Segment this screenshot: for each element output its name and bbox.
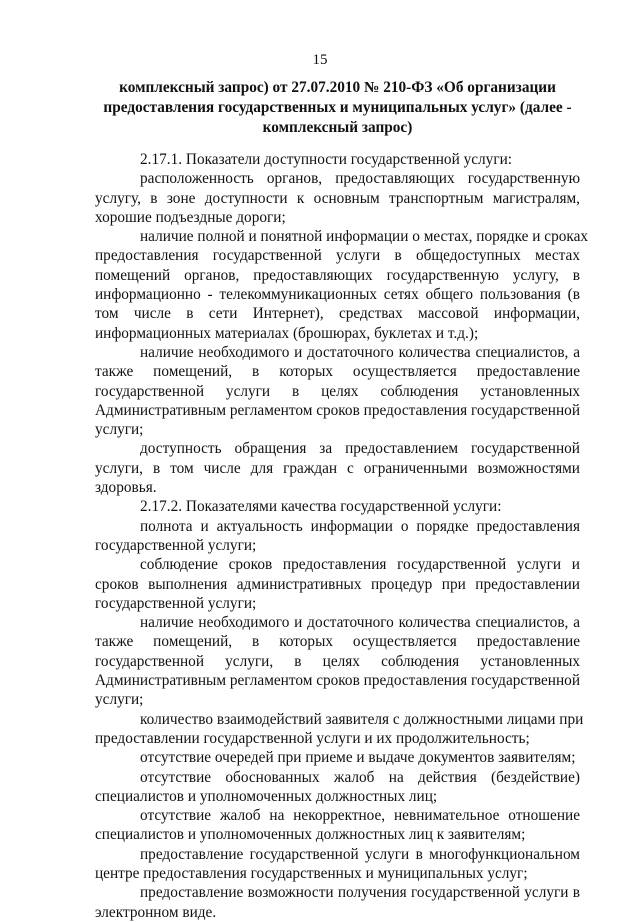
document-body — [95, 150, 589, 922]
page-number: 15 — [312, 52, 328, 68]
paragraph-line: соблюдение сроков предоставления государственной услуги и — [140, 556, 580, 574]
paragraph — [95, 439, 580, 497]
paragraph-line: услугу, в зоне доступности к основным транспортным магистралям, — [95, 189, 580, 207]
paragraph — [95, 710, 584, 749]
paragraph-line: наличие полной и понятной информации о местах, порядке и сроках — [140, 228, 589, 246]
paragraph — [95, 748, 580, 767]
paragraph-line: отсутствие очередей при приеме и выдаче документов заявителям; — [140, 749, 576, 767]
heading-line: комплексный запрос) от 27.07.2010 № 210-ФЗ «Об организации — [119, 79, 556, 96]
paragraph-line: услуги, в том числе для граждан с ограниченными возможностями — [95, 459, 580, 477]
paragraph-line: также помещений, в которых осуществляется предоставление — [95, 633, 580, 651]
paragraph-line: расположенность органов, предоставляющих государственную — [140, 170, 580, 188]
paragraph — [95, 555, 580, 613]
paragraph-line: помещений органов, предоставляющих государственную услугу, в — [95, 266, 580, 284]
paragraph-line: Административным регламентом сроков предоставления государственной — [95, 672, 581, 690]
paragraph-line: хорошие подъездные дороги; — [95, 208, 286, 226]
paragraph-line: предоставление возможности получения государственной услуги в — [140, 884, 580, 902]
paragraph — [95, 806, 580, 845]
paragraph — [95, 169, 580, 227]
paragraph — [95, 768, 580, 807]
paragraph-line: специалистов и уполномоченных должностных лиц; — [95, 787, 438, 805]
paragraph-line: доступность обращения за предоставлением государственной — [140, 440, 580, 458]
paragraph-line: Административным регламентом сроков предоставления государственной — [95, 401, 581, 419]
document-heading — [95, 78, 580, 138]
paragraph-line: информационных материалах (брошюрах, буклетах и т.д.); — [95, 324, 479, 342]
paragraph-line: сроков выполнения административных процедур при предоставлении — [95, 575, 580, 593]
paragraph-line: предоставления государственной услуги в общедоступных местах — [95, 247, 580, 265]
paragraph-line: наличие необходимого и достаточного количества специалистов, а — [140, 614, 580, 632]
paragraph-line: предоставление государственной услуги в многофункциональном — [140, 845, 580, 863]
paragraph-line: отсутствие обоснованных жалоб на действия (бездействие) — [140, 768, 580, 786]
paragraph-line: количество взаимодействий заявителя с должностными лицами при — [140, 710, 584, 728]
paragraph-line: предоставлении государственной услуги и их продолжительность; — [95, 729, 530, 747]
paragraph — [95, 613, 580, 709]
heading-line: комплексный запрос) — [262, 119, 413, 136]
paragraph-line: услуги; — [95, 421, 144, 439]
paragraph-line: государственной услуги, в целях соблюдения установленных — [95, 652, 580, 670]
paragraph-line: том числе в сети Интернет), средствах массовой информации, — [95, 305, 580, 323]
paragraph — [95, 883, 580, 922]
heading-line: предоставления государственных и муниципальных услуг» (далее - — [103, 99, 572, 116]
paragraph-line: также помещений, в которых осуществляется предоставление — [95, 363, 580, 381]
paragraph — [95, 343, 580, 439]
paragraph — [95, 517, 580, 556]
paragraph — [95, 227, 589, 343]
paragraph-line: 2.17.1. Показатели доступности государственной услуги: — [140, 151, 513, 168]
paragraph-line: 2.17.2. Показателями качества государственной услуги: — [140, 498, 502, 516]
paragraph-line: услуги; — [95, 691, 144, 709]
paragraph — [95, 845, 580, 884]
paragraph-line: центре предоставления государственных и муниципальных услуг; — [95, 864, 528, 882]
paragraph-line: электронном виде. — [95, 903, 217, 921]
paragraph — [95, 150, 580, 169]
paragraph-line: государственной услуги; — [95, 536, 257, 554]
paragraph-line: наличие необходимого и достаточного количества специалистов, а — [140, 343, 580, 361]
paragraph-line: здоровья. — [95, 479, 157, 497]
paragraph — [95, 497, 580, 516]
paragraph-line: полнота и актуальность информации о порядке предоставления — [140, 517, 580, 535]
paragraph-line: информационно - телекоммуникационных сетях общего пользования (в — [95, 286, 580, 304]
paragraph-line: отсутствие жалоб на некорректное, невнимательное отношение — [140, 807, 580, 825]
paragraph-line: государственной услуги в целях соблюдения установленных — [95, 382, 580, 400]
paragraph-line: государственной услуги; — [95, 594, 257, 612]
paragraph-line: специалистов и уполномоченных должностных лиц к заявителям; — [95, 826, 526, 844]
